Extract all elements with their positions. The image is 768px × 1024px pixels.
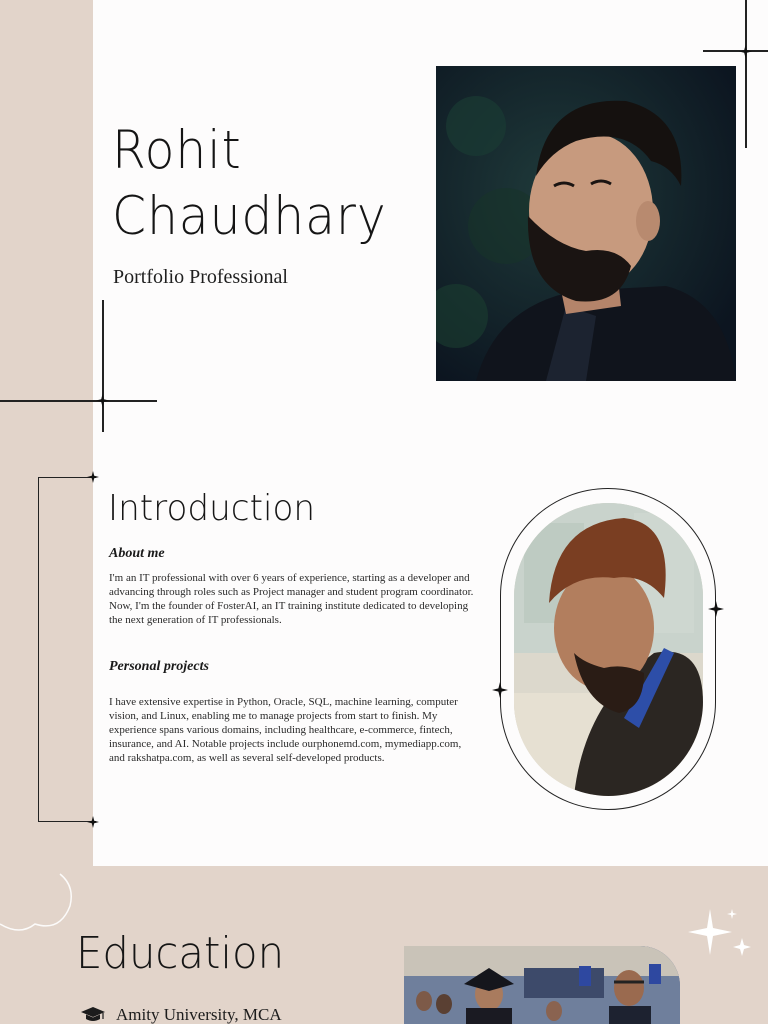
sparkle-icon	[87, 816, 99, 828]
section-bracket	[38, 477, 96, 822]
sparkle-icon	[96, 394, 109, 407]
sparkle-icon	[492, 682, 508, 698]
name-last: Chaudhary	[112, 186, 387, 247]
sparkle-icon	[87, 471, 99, 483]
decor-line	[703, 50, 768, 52]
introduction-heading: Introduction	[108, 488, 316, 529]
personal-projects-heading: Personal projects	[109, 659, 209, 674]
education-heading: Education	[76, 928, 285, 979]
about-me-heading: About me	[109, 546, 165, 561]
cloud-outline-icon	[0, 866, 80, 936]
education-item-label: Amity University, MCA	[116, 1005, 282, 1024]
decor-line	[745, 0, 747, 148]
decor-line	[0, 400, 157, 402]
personal-projects-text: I have extensive expertise in Python, Oracle, SQL, machine learning, computer vision, and Linux, enabling me to manage projects from start to finish. My experience spans various domains, including healthcare, e-commerce, fintech, insurance, and AI. Notable projects include ourphonemd.com, mymediapp.com, and rakshatpa.com, as well as several self-developed products.	[109, 696, 462, 764]
about-me-text: I'm an IT professional with over 6 years of experience, starting as a developer and advancing through roles such as Project manager and student program coordinator. Now, I'm the founder of FosterAI, an IT training institute dedicated to developing the next generation of IT professionals.	[109, 572, 474, 626]
sparkle-icon	[739, 45, 752, 58]
profile-photo	[436, 66, 736, 381]
decor-line	[102, 300, 104, 432]
page-subtitle: Portfolio Professional	[113, 266, 288, 288]
page-title	[112, 118, 387, 250]
graduation-photo	[404, 946, 680, 1024]
name-first: Rohit	[112, 120, 242, 181]
sparkles-icon	[684, 904, 754, 964]
sparkle-icon	[708, 601, 724, 617]
portrait-photo	[514, 503, 703, 796]
education-item	[80, 1005, 282, 1024]
graduation-cap-icon	[80, 1006, 106, 1024]
